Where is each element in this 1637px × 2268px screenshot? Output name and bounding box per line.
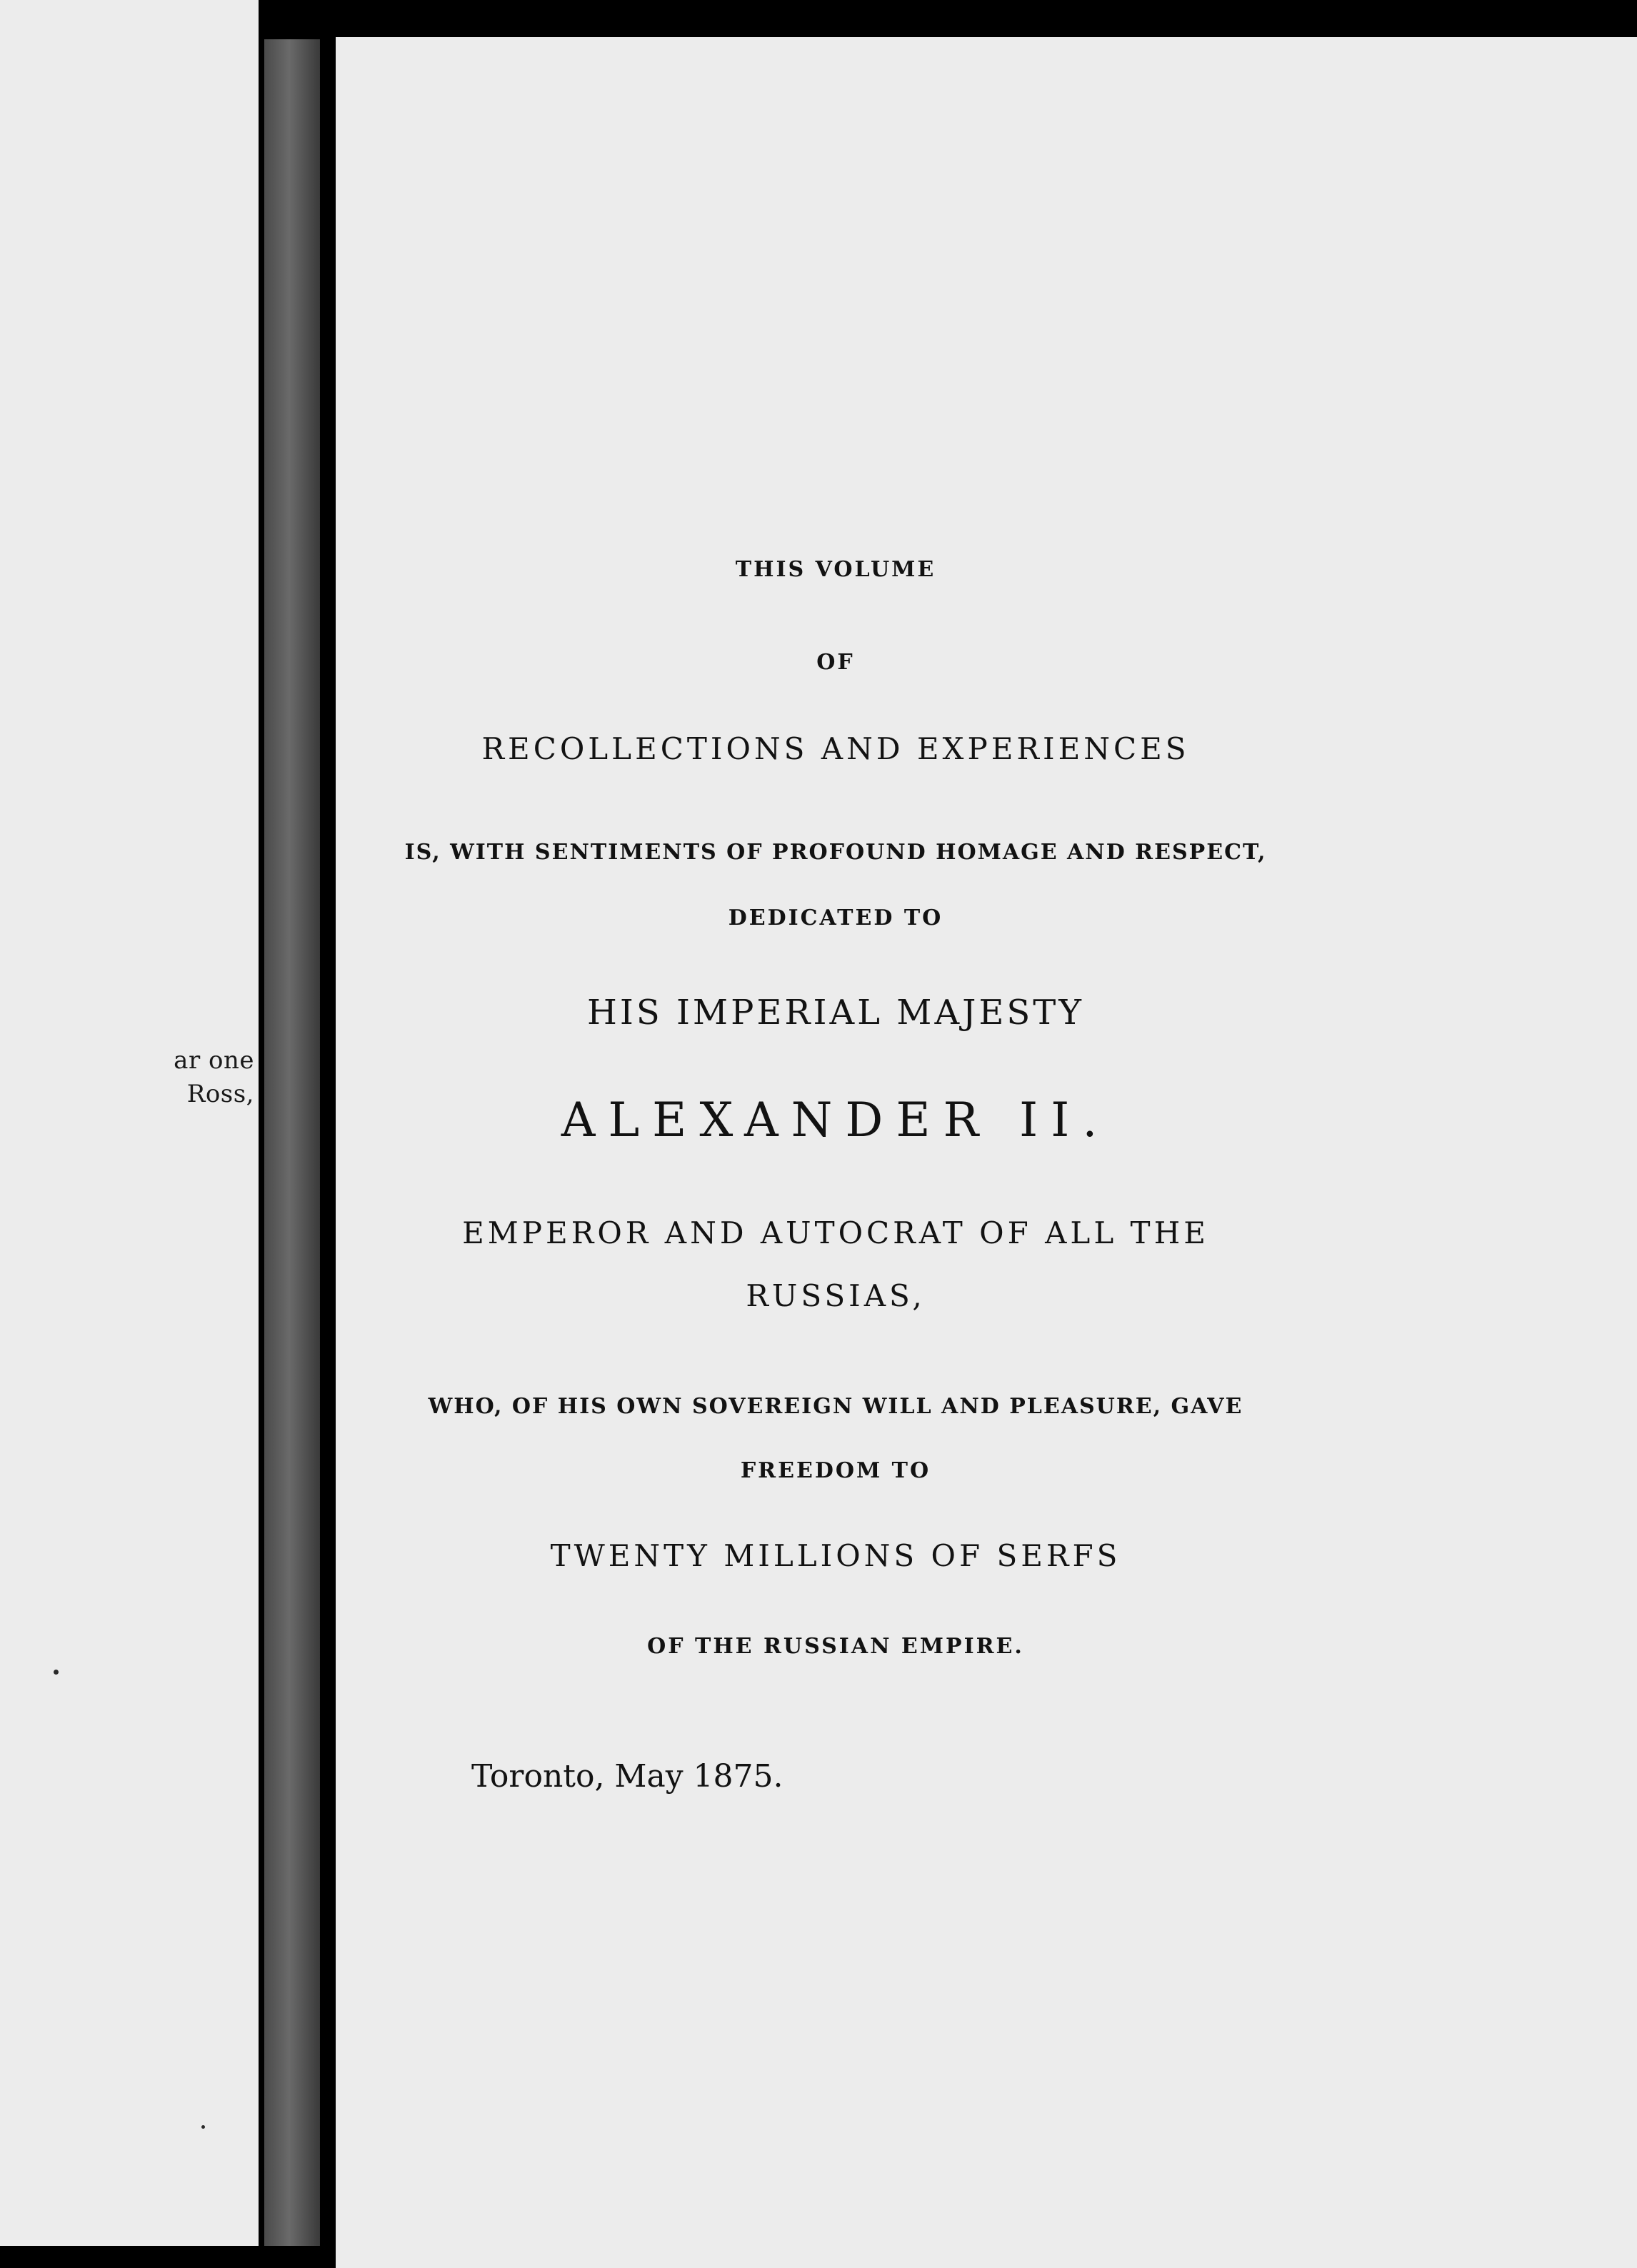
dedication-block [336,37,1637,2268]
dedication-line: IS, WITH SENTIMENTS OF PROFOUND HOMAGE AND RESPECT, [404,840,1267,865]
scan-speck [201,2125,205,2129]
facing-page-text-fragment: ar one [174,1046,254,1075]
book-gutter-shadow [264,39,320,2246]
dedication-title-line: RECOLLECTIONS AND EXPERIENCES [481,731,1190,766]
dedication-honoree-title: HIS IMPERIAL MAJESTY [587,993,1084,1033]
dedication-line: RUSSIAS, [746,1278,926,1313]
dedication-page [336,37,1637,2268]
dedication-line: TWENTY MILLIONS OF SERFS [550,1538,1121,1573]
dedication-line: OF [816,650,855,675]
dedication-line: FREEDOM TO [740,1458,931,1483]
facing-page-text-fragment: Ross, [186,1080,254,1108]
scan-speck [54,1670,59,1675]
dedication-line: EMPEROR AND AUTOCRAT OF ALL THE [462,1215,1209,1250]
dedication-line: DEDICATED TO [728,905,943,930]
dedication-line: WHO, OF HIS OWN SOVEREIGN WILL AND PLEASURE, GAVE [428,1394,1243,1419]
facing-page [0,0,259,2246]
dedication-honoree-name: ALEXANDER II. [561,1093,1111,1148]
place-and-date: Toronto, May 1875. [471,1758,784,1795]
dedication-line: OF THE RUSSIAN EMPIRE. [647,1634,1024,1659]
dedication-line: THIS VOLUME [735,557,936,582]
